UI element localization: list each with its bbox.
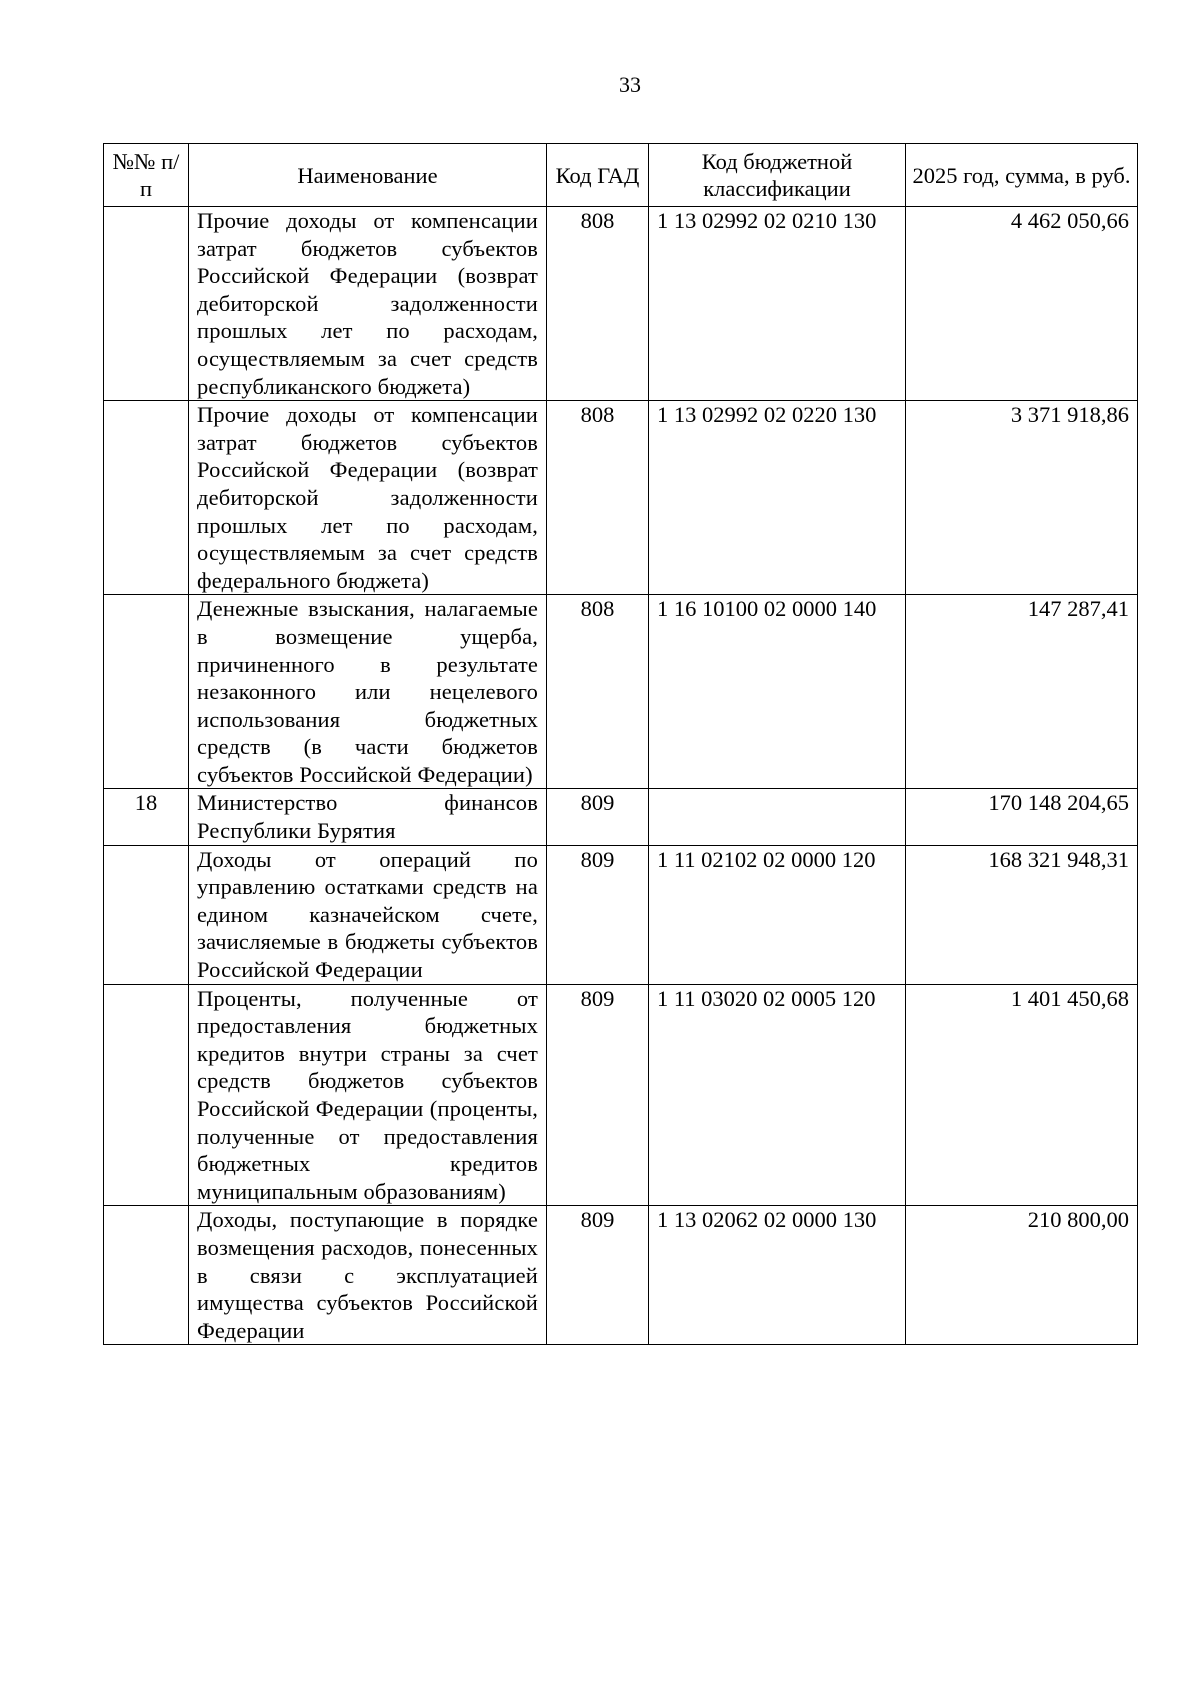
cell-kbk: 1 11 02102 02 0000 120 — [649, 845, 906, 984]
cell-gad: 809 — [547, 789, 649, 845]
cell-gad: 808 — [547, 401, 649, 595]
table-header — [104, 144, 1138, 207]
cell-num — [104, 984, 189, 1206]
header-num: №№ п/п — [104, 144, 189, 207]
cell-kbk: 1 13 02062 02 0000 130 — [649, 1206, 906, 1345]
cell-num — [104, 845, 189, 984]
cell-name: Доходы, поступающие в порядке возмещения расходов, понесенных в связи с эксплуатацией имущества субъектов Российской Федерации — [189, 1206, 547, 1345]
header-gad: Код ГАД — [547, 144, 649, 207]
cell-gad: 809 — [547, 1206, 649, 1345]
table-row — [104, 401, 1138, 595]
cell-sum: 170 148 204,65 — [906, 789, 1138, 845]
cell-sum: 4 462 050,66 — [906, 207, 1138, 401]
cell-name: Прочие доходы от компенсации затрат бюджетов субъектов Российской Федерации (возврат дебиторской задолженности прошлых лет по расходам, осуществляемым за счет средств федерального бюджета) — [189, 401, 547, 595]
cell-num: 18 — [104, 789, 189, 845]
cell-kbk — [649, 789, 906, 845]
cell-kbk: 1 11 03020 02 0005 120 — [649, 984, 906, 1206]
table-body — [104, 207, 1138, 1345]
table-row — [104, 207, 1138, 401]
table-row-ministry — [104, 789, 1138, 845]
cell-sum: 147 287,41 — [906, 595, 1138, 789]
table-row — [104, 845, 1138, 984]
header-sum: 2025 год, сумма, в руб. — [906, 144, 1138, 207]
table-row — [104, 984, 1138, 1206]
header-row — [104, 144, 1138, 207]
cell-name: Министерство финансов Республики Бурятия — [189, 789, 547, 845]
cell-num — [104, 595, 189, 789]
table-row — [104, 1206, 1138, 1345]
cell-gad: 809 — [547, 845, 649, 984]
cell-kbk: 1 13 02992 02 0210 130 — [649, 207, 906, 401]
page-number: 33 — [619, 72, 641, 97]
header-kbk: Код бюджетной классификации — [649, 144, 906, 207]
budget-revenue-table — [103, 143, 1138, 1345]
table-row — [104, 595, 1138, 789]
cell-sum: 3 371 918,86 — [906, 401, 1138, 595]
cell-name: Прочие доходы от компенсации затрат бюджетов субъектов Российской Федерации (возврат дебиторской задолженности прошлых лет по расходам, осуществляемым за счет средств республиканского бюджета) — [189, 207, 547, 401]
cell-name: Денежные взыскания, налагаемые в возмещение ущерба, причиненного в результате незаконного или нецелевого использования бюджетных средств (в части бюджетов субъектов Российской Федерации) — [189, 595, 547, 789]
cell-name: Доходы от операций по управлению остатками средств на едином казначейском счете, зачисляемые в бюджеты субъектов Российской Федерации — [189, 845, 547, 984]
cell-sum: 1 401 450,68 — [906, 984, 1138, 1206]
cell-gad: 809 — [547, 984, 649, 1206]
cell-num — [104, 401, 189, 595]
header-name: Наименование — [189, 144, 547, 207]
cell-sum: 210 800,00 — [906, 1206, 1138, 1345]
cell-num — [104, 207, 189, 401]
cell-num — [104, 1206, 189, 1345]
cell-kbk: 1 13 02992 02 0220 130 — [649, 401, 906, 595]
cell-name: Проценты, полученные от предоставления бюджетных кредитов внутри страны за счет средств бюджетов субъектов Российской Федерации (проценты, полученные от предоставления бюджетных кредитов муниципальным образованиям) — [189, 984, 547, 1206]
cell-sum: 168 321 948,31 — [906, 845, 1138, 984]
cell-gad: 808 — [547, 595, 649, 789]
cell-gad: 808 — [547, 207, 649, 401]
cell-kbk: 1 16 10100 02 0000 140 — [649, 595, 906, 789]
